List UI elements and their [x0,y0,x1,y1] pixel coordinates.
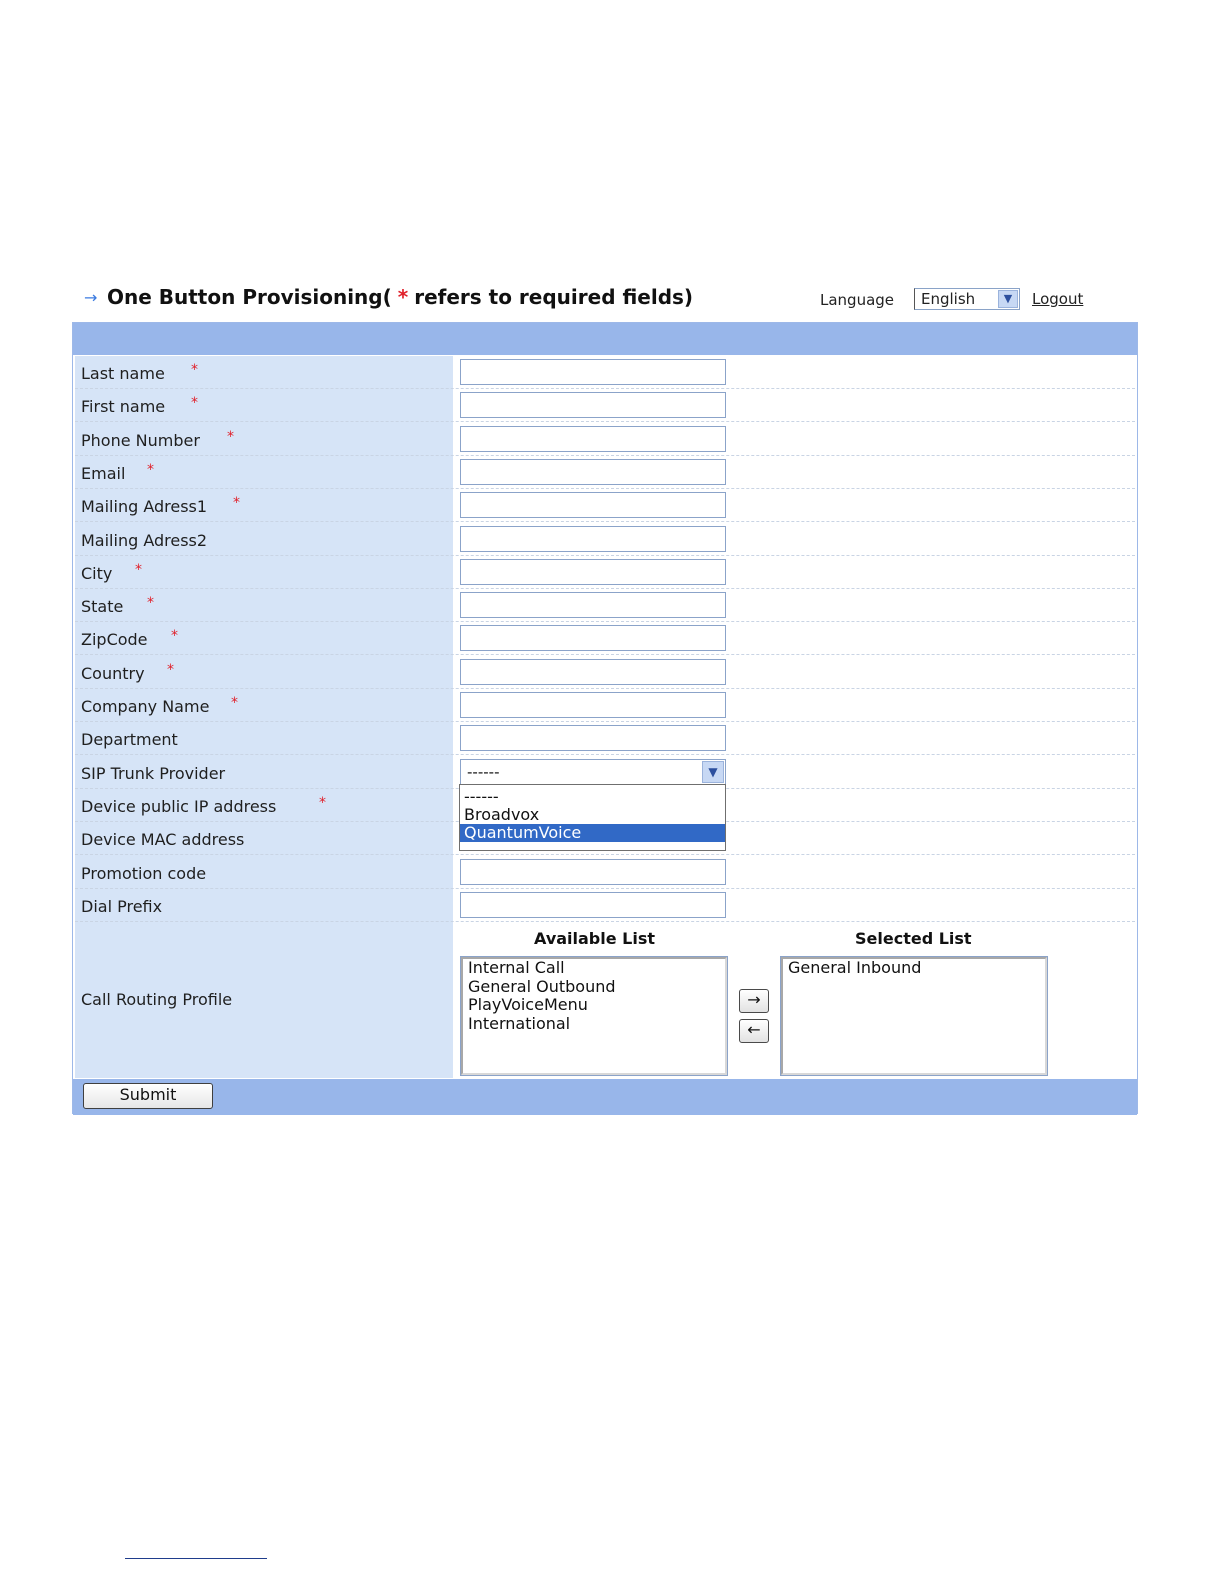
form-footer-bar [73,1079,1137,1115]
page-title [107,285,693,309]
chevron-down-icon[interactable]: ▼ [998,290,1018,308]
required-star: * [191,395,198,412]
move-left-button[interactable] [739,1019,769,1043]
list-item[interactable]: PlayVoiceMenu [468,995,588,1014]
field-label: Device public IP address [81,796,277,816]
form-row [75,556,1135,589]
call-routing-label: Call Routing Profile [81,990,233,1009]
list-item[interactable]: General Inbound [788,958,922,977]
selected-list-heading: Selected List [855,929,972,948]
form-row [75,856,1135,889]
first-name-input[interactable] [460,392,726,418]
field-label: Last name [81,364,165,383]
form-row [75,356,1135,389]
form-row [75,689,1135,722]
field-label: Department [81,730,178,750]
form-row [75,622,1135,655]
required-star: * [231,695,238,711]
field-label: State [81,597,124,617]
dial-prefix-input[interactable] [460,892,726,918]
dropdown-option[interactable]: QuantumVoice [460,824,725,842]
form-row [75,423,1135,456]
available-listbox[interactable] [461,957,727,1075]
required-star: * [227,428,234,445]
form-row [75,523,1135,556]
sip-trunk-select[interactable] [460,759,726,785]
chevron-down-icon[interactable]: ▼ [702,761,724,783]
call-routing-row [75,921,1135,1077]
sip-trunk-value: ------ [467,762,500,781]
arrow-right-icon: → [84,288,98,307]
page-title-main: One Button Provisioning( [107,285,392,309]
required-star: * [135,561,142,578]
arrow-left-icon: ← [747,1020,761,1039]
required-star: * [147,595,154,612]
mailing-adress1-input[interactable] [460,492,726,518]
form-row [75,656,1135,689]
submit-button[interactable]: Submit [83,1083,213,1109]
page-title-tail: refers to required fields) [414,285,694,309]
form-header-bar [73,323,1137,355]
list-item[interactable]: Internal Call [468,958,565,977]
zipcode-input[interactable] [460,625,726,651]
dropdown-option[interactable]: Broadvox [464,805,540,824]
form-row [75,722,1135,755]
mailing-adress2-input[interactable] [460,526,726,552]
company-name-input[interactable] [460,692,726,718]
email-input[interactable] [460,459,726,485]
department-input[interactable] [460,725,726,751]
field-label: Country [81,663,145,683]
selected-listbox[interactable] [781,957,1047,1075]
city-input[interactable] [460,559,726,585]
arrow-right-icon: → [747,990,761,1009]
phone-number-input[interactable] [460,426,726,452]
field-label: Dial Prefix [81,896,163,916]
required-star: * [147,461,154,478]
field-label: Device MAC address [81,830,245,850]
move-right-button[interactable] [739,989,769,1013]
logout-link[interactable]: Logout [1032,290,1084,308]
field-label: ZipCode [81,630,148,650]
field-label: SIP Trunk Provider [81,763,226,783]
sip-trunk-dropdown-list[interactable] [459,784,726,851]
form-row [75,889,1135,922]
field-label: Mailing Adress2 [81,530,208,550]
form-row [75,489,1135,522]
provisioning-form [72,322,1138,1114]
required-star: * [191,362,198,378]
available-list-heading: Available List [534,929,656,948]
footnote-rule [125,1558,267,1559]
required-star: * [319,794,326,811]
required-star: * [171,628,178,645]
form-row [75,589,1135,622]
list-item[interactable]: International [468,1013,571,1033]
field-label: First name [81,397,166,417]
form-row [75,389,1135,422]
last-name-input[interactable] [460,359,726,385]
required-star: * [397,285,409,309]
field-label: Email [81,463,126,483]
country-input[interactable] [460,659,726,685]
required-star: * [167,661,174,678]
state-input[interactable] [460,592,726,618]
language-select[interactable] [914,288,1020,310]
language-label: Language [820,291,895,309]
field-label: Mailing Adress1 [81,497,208,517]
language-value: English [921,290,976,308]
dropdown-option[interactable]: ------ [464,787,499,806]
field-label: Phone Number [81,430,200,450]
form-row [75,456,1135,489]
promotion-code-input[interactable] [460,859,726,885]
field-label: City [81,563,113,583]
field-label: Company Name [81,697,210,716]
required-star: * [233,495,240,512]
field-label: Promotion code [81,863,207,883]
list-item[interactable]: General Outbound [468,976,616,996]
